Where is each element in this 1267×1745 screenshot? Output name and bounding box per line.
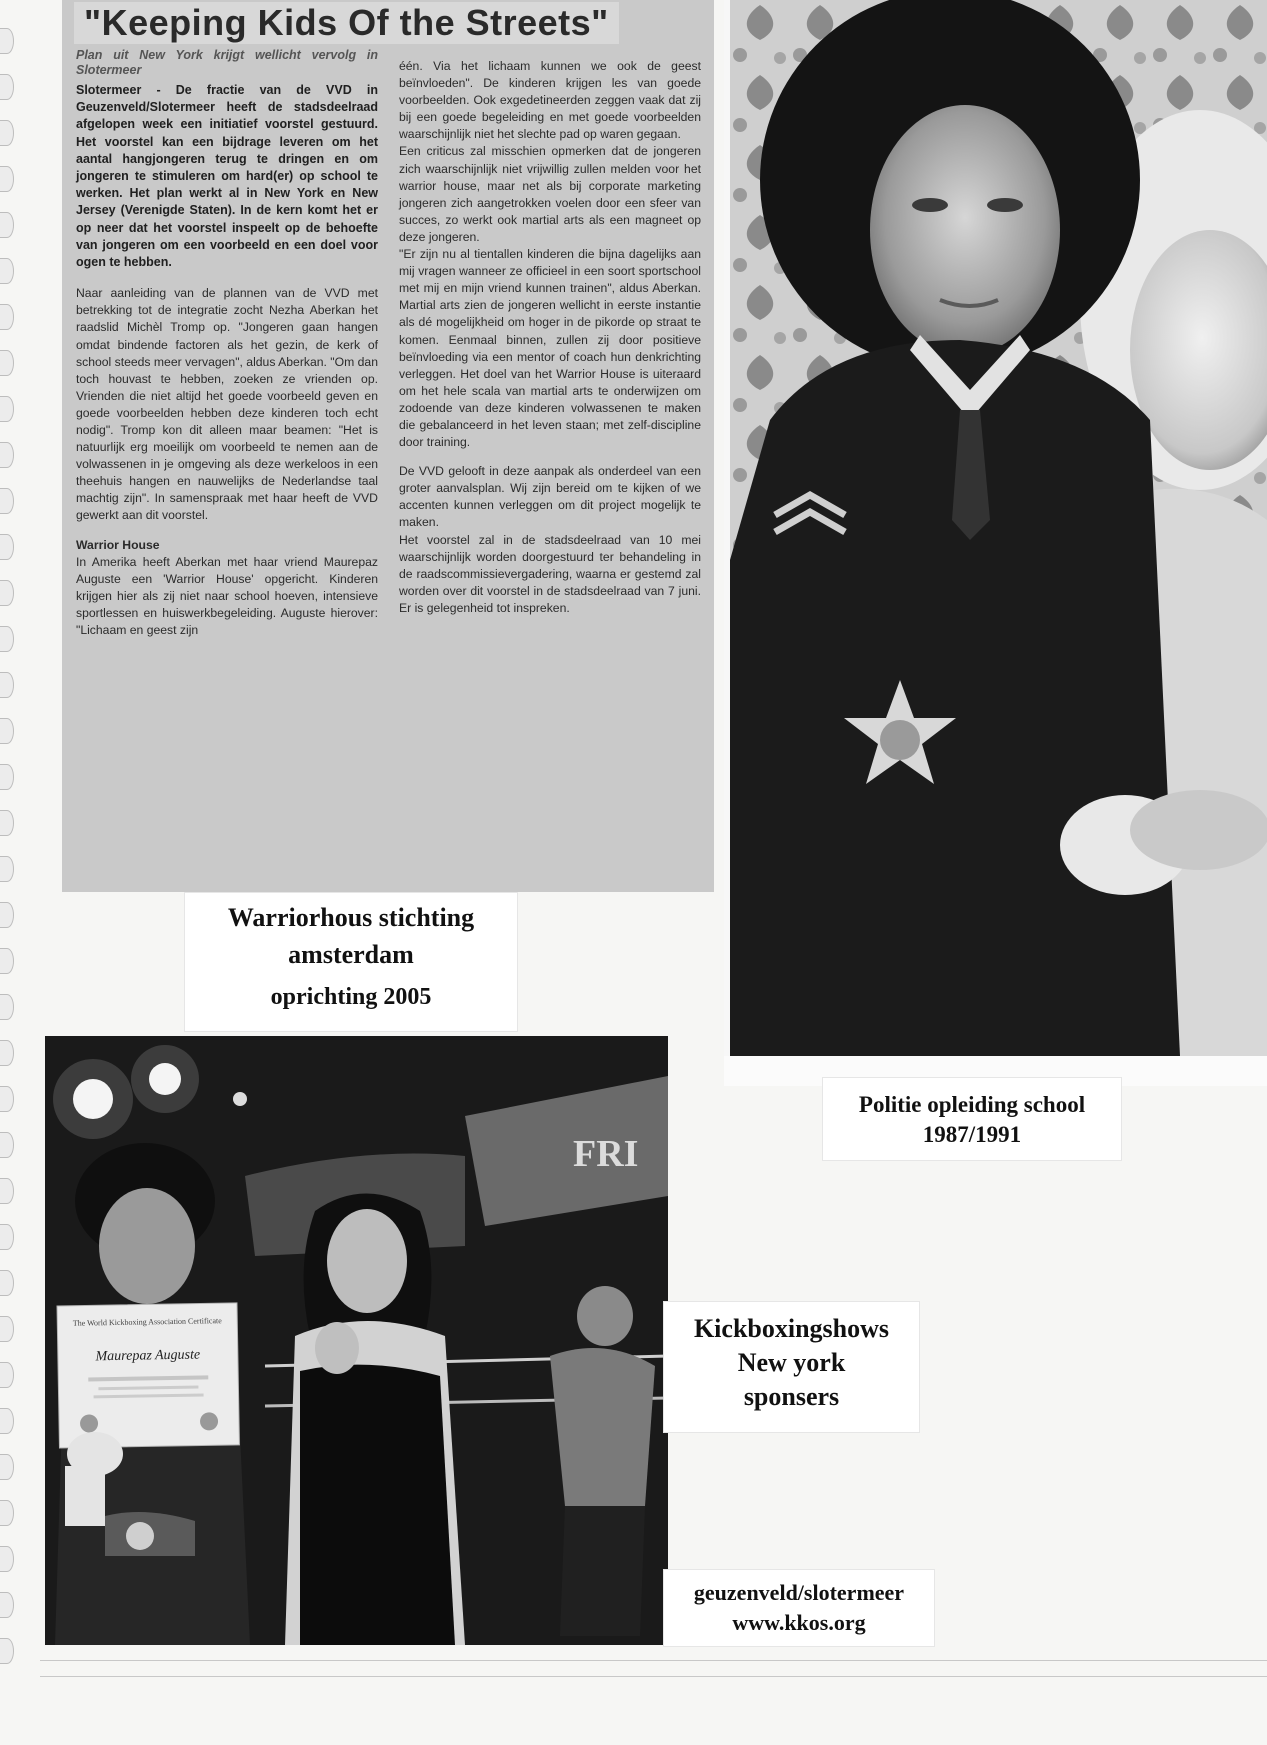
- caption-police-school: [823, 1078, 1121, 1160]
- binder-hole: [0, 1500, 14, 1526]
- caption-line: Politie opleiding school: [858, 1092, 1086, 1117]
- page-divider: [40, 1676, 1267, 1677]
- caption-line: Warriorhous stichting: [227, 903, 475, 932]
- binder-hole: [0, 764, 14, 790]
- binder-hole: [0, 948, 14, 974]
- binder-hole: [0, 1132, 14, 1158]
- article-column-2: [399, 58, 701, 617]
- kickboxing-photo-illustration: [45, 1036, 668, 1645]
- binder-hole: [0, 580, 14, 606]
- article-paragraph: In Amerika heeft Aberkan met haar vriend Maurepaz Auguste een 'Warrior House' opgericht. Kinderen krijgen hier als zij niet naar school hoeven, intensieve sportlessen en huiswerkbegeleiding. Auguste hierover: "Lichaam en geest zijn: [76, 554, 378, 638]
- binder-hole: [0, 1546, 14, 1572]
- binder-hole: [0, 1178, 14, 1204]
- article-paragraph: één. Via het lichaam kunnen we ook de geest beïnvloeden". De kinderen krijgen les van goede voorbeelden. Ook exgedetineerden zeggen vaak dat zij bij een goede begeleiding en met goede voorbeelden waarschijnlijk niet het slechte pad op waren gegaan.: [399, 59, 701, 142]
- binder-hole: [0, 810, 14, 836]
- binder-hole: [0, 1362, 14, 1388]
- certificate-heading: The World Kickboxing Association Certificate: [72, 1316, 222, 1328]
- caption-line: New york: [737, 1348, 846, 1377]
- article-paragraph: Het voorstel zal in de stadsdeelraad van 10 mei waarschijnlijk worden doorgestuurd ter behandeling in de raadscommissievergadering, waarna er gestemd zal worden over dit voorstel in de stadsdeelraad van 7 juni. Er is gelegenheid tot inspreken.: [399, 532, 701, 615]
- caption-warriorhouse: [185, 893, 517, 1031]
- caption-url: www.kkos.org: [732, 1610, 866, 1635]
- binder-hole: [0, 1454, 14, 1480]
- banner-text: FRI: [573, 1133, 639, 1175]
- caption-line: sponsers: [743, 1382, 840, 1411]
- article-paragraph: Een criticus zal misschien opmerken dat de jongeren zich waarschijnlijk niet vrijwillig zullen melden voor het warrior house, maar net als bij corporate marketing jongeren zich aangetrokken voelen door een sfeer van succes, zo werkt ook martial arts als een magneet op deze jongeren.: [399, 144, 701, 244]
- binder-hole: [0, 1316, 14, 1342]
- kickboxing-event-photo: [45, 1036, 668, 1645]
- caption-line: geuzenveld/slotermeer: [693, 1580, 905, 1605]
- article-paragraph: Naar aanleiding van de plannen van de VVD met betrekking tot de integratie zocht Nezha Aberkan het raadslid Michèl Tromp op. "Jongeren gaan hangen omdat bindende factoren als het gezin, de kerk of school steeds meer vervagen", aldus Aberkan. "Om dan toch houvast te hebben, zoeken ze vrienden op. Vrienden die niet altijd het goede voorbeeld geven en goede voorbeelden hebben deze kinderen toch echt nodig". Tromp kon dit alleen maar beamen: "Het is natuurlijk erg moeilijk om voorbeeld te nemen aan de volwassenen in je omgeving als deze werkeloos in een theehuis hangen en nauwelijks de Nederlandse taal machtig zijn". In samenspraak met haar heeft de VVD gewerkt aan dit voorstel.: [76, 286, 378, 523]
- caption-kickboxing: [664, 1302, 919, 1432]
- binder-hole: [0, 856, 14, 882]
- article-headline: "Keeping Kids Of the Streets": [74, 2, 619, 44]
- binder-hole: [0, 258, 14, 284]
- binder-hole: [0, 212, 14, 238]
- article-kicker: Plan uit New York krijgt wellicht vervolg in Slotermeer: [76, 48, 378, 77]
- article-column-1: [76, 48, 378, 639]
- binder-hole: [0, 120, 14, 146]
- binder-hole: [0, 442, 14, 468]
- page-divider: [40, 1660, 1267, 1661]
- photo-image: [730, 0, 1267, 1056]
- caption-line: Kickboxingshows: [693, 1314, 890, 1343]
- caption-line: oprichting 2005: [270, 984, 432, 1010]
- binder-hole: [0, 994, 14, 1020]
- binder-hole: [0, 350, 14, 376]
- binder-hole: [0, 74, 14, 100]
- newspaper-clipping: [62, 0, 714, 892]
- caption-line: amsterdam: [288, 940, 414, 969]
- police-uniform-photo: [724, 0, 1267, 1056]
- binder-hole: [0, 534, 14, 560]
- article-paragraph: De VVD gelooft in deze aanpak als onderdeel van een groter aanvalsplan. Wij zijn bereid om te kijken of we accenten kunnen verleggen om dit project mogelijk te maken.: [399, 464, 701, 530]
- binder-hole: [0, 718, 14, 744]
- article-paragraph: "Er zijn nu al tientallen kinderen die bijna dagelijks aan mij vragen wanneer ze officieel in een soort sportschool met mij en mijn vriend kunnen trainen", aldus Aberkan. Martial arts zien de jongeren wellicht in eerste instantie als dé mogelijkheid om hoger in de pikorde op straat te komen. Eenmaal binnen, zullen zij door positieve beïnvloeding via een mentor of coach hun denkrichting verleggen. Het doel van het Warrior House is uiteraard om het hele scala van martial arts te onderwijzen om zodoende van deze kinderen volwassenen te maken die gebalanceerd in het leven staan; met zelf-discipline door training.: [399, 247, 701, 450]
- binder-hole: [0, 28, 14, 54]
- certificate-name: Maurepaz Auguste: [95, 1347, 201, 1365]
- binder-hole: [0, 166, 14, 192]
- binder-hole: [0, 304, 14, 330]
- binder-hole: [0, 902, 14, 928]
- binder-hole: [0, 1408, 14, 1434]
- binder-hole: [0, 672, 14, 698]
- binder-hole: [0, 1270, 14, 1296]
- binder-hole: [0, 488, 14, 514]
- article-subhead: Warrior House: [76, 537, 160, 552]
- binder-hole: [0, 1592, 14, 1618]
- binder-hole: [0, 1040, 14, 1066]
- caption-line: 1987/1991: [922, 1122, 1022, 1147]
- caption-geuzenveld: [664, 1570, 934, 1646]
- article-lead: Slotermeer - De fractie van de VVD in Geuzenveld/Slotermeer heeft de stadsdeelraad afgelopen week een initiatief voorstel gestuurd. Het voorstel kan een bijdrage leveren om het aantal hangjongeren terug te dringen en om jongeren te stimuleren om hard(er) op school te werken. Het plan werkt al in New York en New Jersey (Verenigde Staten). In de kern komt het er op neer dat het voorstel inspeelt op de behoefte van jongeren om een voorbeeld en een doel voor ogen te hebben.: [76, 83, 378, 270]
- binder-hole: [0, 1086, 14, 1112]
- binder-hole: [0, 396, 14, 422]
- binder-hole: [0, 1638, 14, 1664]
- police-photo-illustration: [730, 0, 1267, 1056]
- binder-hole: [0, 1224, 14, 1250]
- binder-hole: [0, 626, 14, 652]
